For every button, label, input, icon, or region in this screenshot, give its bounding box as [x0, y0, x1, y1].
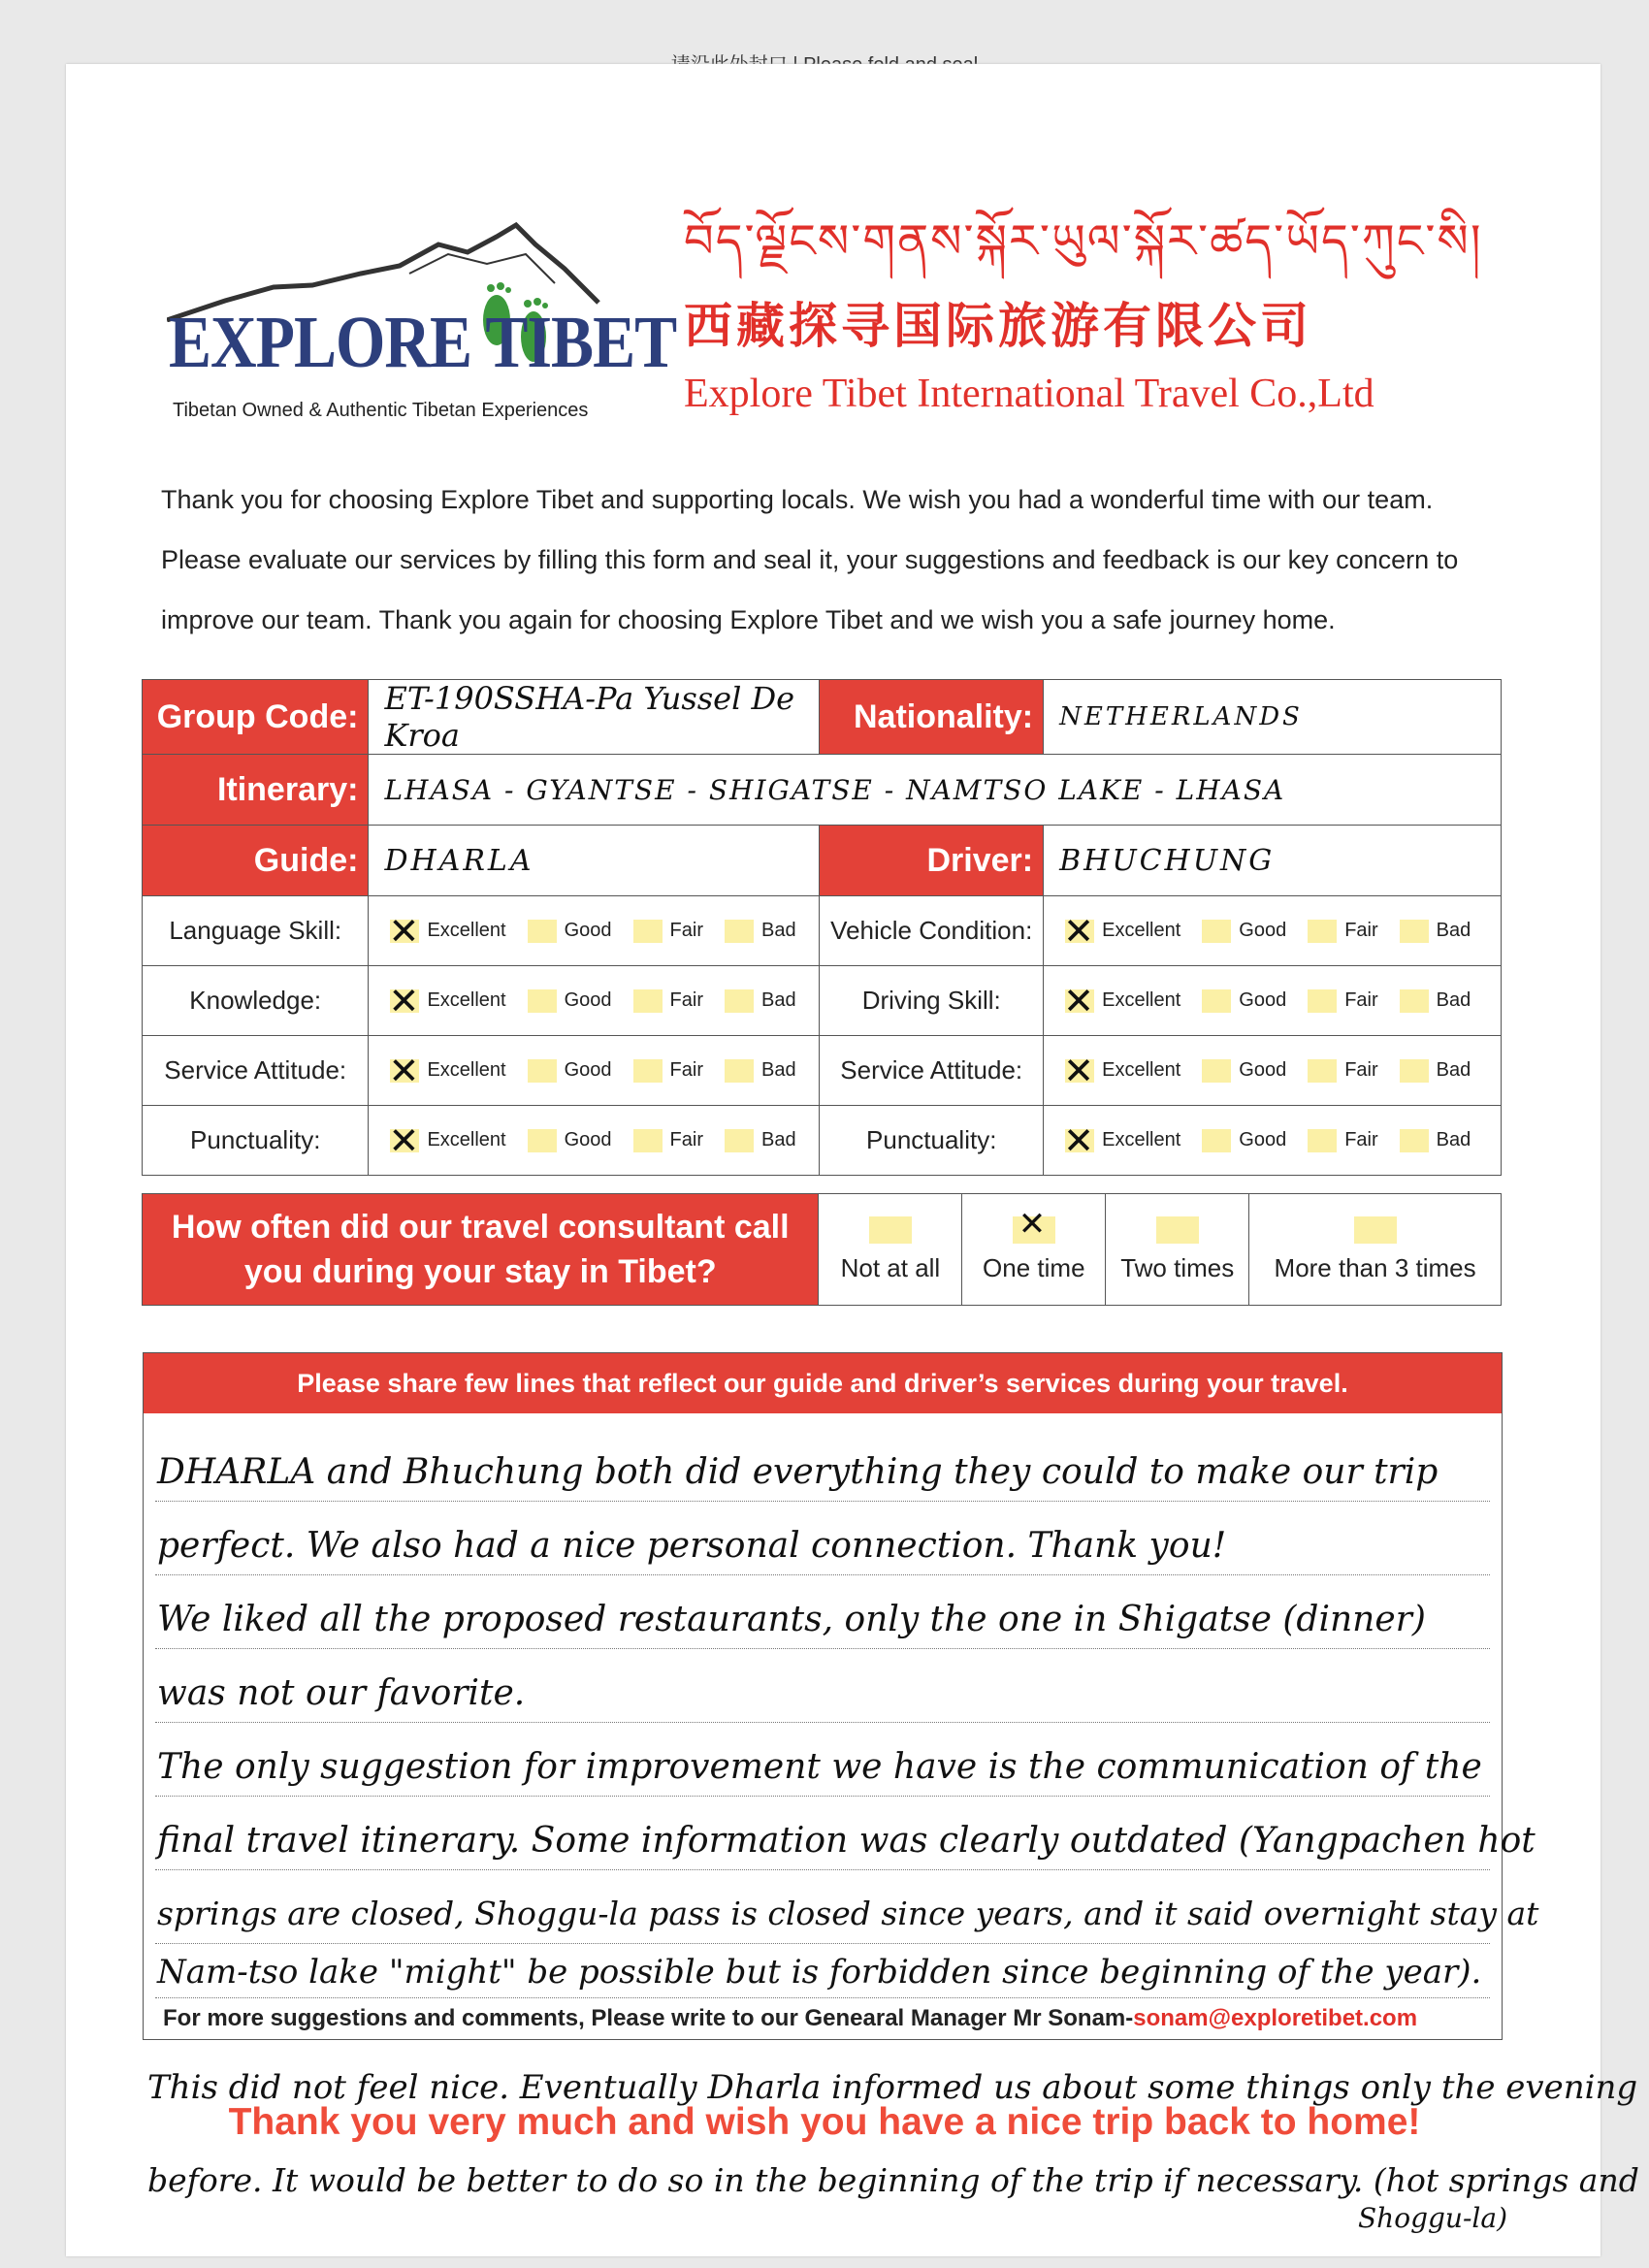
- checkbox[interactable]: [1156, 1216, 1199, 1244]
- checkbox-fair[interactable]: [1308, 920, 1337, 943]
- email-link[interactable]: sonam@exploretibet.com: [1133, 2005, 1418, 2031]
- checkbox-good[interactable]: [1202, 989, 1231, 1013]
- call-option-not-at-all[interactable]: [819, 1194, 962, 1306]
- feedback-line[interactable]: Nam-tso lake "might" be possible but is forbidden since beginning of the year).: [157, 1953, 1482, 1992]
- itinerary-value[interactable]: LHASA - GYANTSE - SHIGATSE - NAMTSO LAKE - LHASA: [369, 755, 1502, 826]
- option-label: Excellent: [427, 1059, 506, 1081]
- checkbox-excellent[interactable]: [1065, 920, 1094, 943]
- option-label: Good: [1239, 989, 1287, 1011]
- checkbox-bad[interactable]: [725, 1059, 754, 1083]
- thank-you-message: Thank you very much and wish you have a nice trip back to home!: [228, 2101, 1421, 2143]
- feedback-line[interactable]: was not our favorite.: [157, 1673, 526, 1713]
- call-option-more-than-3[interactable]: [1249, 1194, 1502, 1306]
- ruled-line: [155, 1796, 1490, 1797]
- option-label: Good: [1239, 1129, 1287, 1150]
- checkbox-bad[interactable]: [1400, 1129, 1429, 1152]
- guide-value[interactable]: DHARLA: [369, 826, 820, 896]
- checkbox-fair[interactable]: [1308, 1129, 1337, 1152]
- ruled-line: [155, 1943, 1490, 1944]
- option-label: Excellent: [1102, 1129, 1181, 1150]
- option-label: Good: [1239, 1059, 1287, 1081]
- ruled-line: [155, 1997, 1490, 1998]
- itinerary-label: Itinerary:: [143, 755, 369, 826]
- intro-line: improve our team. Thank you again for choosing Explore Tibet and we wish you a safe journey home.: [161, 605, 1336, 634]
- feedback-line[interactable]: final travel itinerary. Some information was clearly outdated (Yangpachen hot: [157, 1821, 1536, 1861]
- call-frequency-table: [142, 1193, 1502, 1306]
- option-label: Good: [1239, 920, 1287, 941]
- feedback-line[interactable]: perfect. We also had a nice personal connection. Thank you!: [157, 1526, 1227, 1566]
- checkbox-bad[interactable]: [1400, 920, 1429, 943]
- option-label: Excellent: [427, 1129, 506, 1150]
- call-option-two-times[interactable]: [1106, 1194, 1249, 1306]
- feedback-section: [143, 1352, 1539, 2040]
- question-line: you during your stay in Tibet?: [243, 1253, 717, 1290]
- option-label: Good: [564, 1059, 612, 1081]
- option-label: Excellent: [1102, 1059, 1181, 1081]
- nationality-label: Nationality:: [820, 680, 1044, 755]
- logo-title: EXPLORE TIBET: [169, 302, 677, 384]
- checkbox-excellent[interactable]: [390, 989, 419, 1013]
- intro-line: Thank you for choosing Explore Tibet and supporting locals. We wish you had a wonderful time with our team.: [161, 485, 1434, 514]
- knowledge-rating: [369, 989, 819, 1013]
- checkbox-good[interactable]: [528, 989, 557, 1013]
- evaluation-table: [142, 679, 1502, 1176]
- driver-service-attitude-rating: [1044, 1059, 1501, 1083]
- option-label: Fair: [1344, 920, 1378, 941]
- guide-label: Guide:: [143, 826, 369, 896]
- option-label: One time: [983, 1252, 1085, 1282]
- feedback-header: Please share few lines that reflect our guide and driver’s services during your travel.: [144, 1353, 1502, 1413]
- option-label: Bad: [1436, 1129, 1471, 1150]
- intro-line: Please evaluate our services by filling this form and seal it, your suggestions and feedback is our key concern to: [161, 545, 1459, 574]
- intro-text: [161, 470, 1500, 650]
- option-label: Bad: [1436, 920, 1471, 941]
- checkbox-bad[interactable]: [1400, 1059, 1429, 1083]
- checkbox-excellent[interactable]: [1065, 1059, 1094, 1083]
- checkbox-excellent[interactable]: [1065, 989, 1094, 1013]
- checkbox-bad[interactable]: [1400, 989, 1429, 1013]
- option-label: Excellent: [1102, 989, 1181, 1011]
- driving-skill-rating: [1044, 989, 1501, 1013]
- checkbox-fair[interactable]: [633, 920, 663, 943]
- feedback-line[interactable]: springs are closed, Shoggu-la pass is closed since years, and it said overnight stay at: [157, 1895, 1539, 1932]
- group-code-label: Group Code:: [143, 680, 369, 755]
- checkbox-bad[interactable]: [725, 1129, 754, 1152]
- option-label: Fair: [669, 920, 703, 941]
- footer-text: For more suggestions and comments, Please write to our Genearal Manager Mr Sonam-: [163, 2005, 1134, 2031]
- option-label: Fair: [1344, 989, 1378, 1011]
- checkbox-bad[interactable]: [725, 920, 754, 943]
- option-label: Excellent: [1102, 920, 1181, 941]
- checkbox[interactable]: [1013, 1216, 1055, 1244]
- option-label: Bad: [1436, 1059, 1471, 1081]
- checkbox-good[interactable]: [528, 1059, 557, 1083]
- ruled-line: [155, 1574, 1490, 1575]
- checkbox-fair[interactable]: [633, 989, 663, 1013]
- feedback-line[interactable]: We liked all the proposed restaurants, only the one in Shigatse (dinner): [157, 1600, 1426, 1639]
- nationality-value[interactable]: NETHERLANDS: [1044, 680, 1502, 755]
- option-label: Two times: [1120, 1252, 1235, 1282]
- chinese-company-name: 西藏探寻国际旅游有限公司: [684, 297, 1312, 354]
- option-label: Bad: [761, 1129, 796, 1150]
- feedback-line[interactable]: DHARLA and Bhuchung both did everything they could to make our trip: [157, 1452, 1439, 1492]
- option-label: Fair: [669, 1129, 703, 1150]
- checkbox-good[interactable]: [1202, 920, 1231, 943]
- option-label: Fair: [669, 1059, 703, 1081]
- checkbox-excellent[interactable]: [390, 920, 419, 943]
- guide-punctuality-rating: [369, 1129, 819, 1152]
- feedback-line[interactable]: The only suggestion for improvement we have is the communication of the: [157, 1747, 1482, 1787]
- checkbox-fair[interactable]: [633, 1059, 663, 1083]
- checkbox-good[interactable]: [528, 920, 557, 943]
- checkbox-good[interactable]: [1202, 1059, 1231, 1083]
- english-company-name: Explore Tibet International Travel Co.,Ltd: [684, 372, 1374, 416]
- guide-service-attitude-rating: [369, 1059, 819, 1083]
- option-label: Good: [564, 989, 612, 1011]
- handwritten-continuation: This did not feel nice. Eventually Dharla informed us about some things only the evening: [147, 2068, 1638, 2107]
- tibetan-company-name: བོད་ལྗོངས་གནས་སྐོར་ཡུལ་སྐོར་ཚད་ཡོད་ཀུང་སི།: [684, 214, 1483, 269]
- option-label: Bad: [761, 989, 796, 1011]
- option-label: Excellent: [427, 920, 506, 941]
- guide-punctuality-label: Punctuality:: [143, 1106, 369, 1176]
- language-skill-rating: [369, 920, 819, 943]
- checkbox-fair[interactable]: [1308, 1059, 1337, 1083]
- call-option-one-time[interactable]: [962, 1194, 1106, 1306]
- call-frequency-question: [143, 1194, 819, 1306]
- driver-service-attitude-label: Service Attitude:: [820, 1036, 1044, 1106]
- guide-service-attitude-label: Service Attitude:: [143, 1036, 369, 1106]
- vehicle-condition-label: Vehicle Condition:: [820, 896, 1044, 966]
- checkbox[interactable]: [1354, 1216, 1397, 1244]
- group-code-value[interactable]: ET-190SSHA-Pa Yussel De Kroa: [369, 680, 820, 755]
- option-label: Fair: [669, 989, 703, 1011]
- checkbox-excellent[interactable]: [390, 1129, 419, 1152]
- checkbox-excellent[interactable]: [390, 1059, 419, 1083]
- option-label: Excellent: [427, 989, 506, 1011]
- logo-tagline: Tibetan Owned & Authentic Tibetan Experiences: [173, 400, 589, 421]
- checkbox-fair[interactable]: [1308, 989, 1337, 1013]
- checkbox-bad[interactable]: [725, 989, 754, 1013]
- option-label: Fair: [1344, 1059, 1378, 1081]
- vehicle-condition-rating: [1044, 920, 1501, 943]
- driver-value[interactable]: BHUCHUNG: [1044, 826, 1502, 896]
- driver-punctuality-label: Punctuality:: [820, 1106, 1044, 1176]
- checkbox[interactable]: [869, 1216, 912, 1244]
- option-label: Bad: [1436, 989, 1471, 1011]
- knowledge-label: Knowledge:: [143, 966, 369, 1036]
- ruled-line: [155, 1501, 1490, 1502]
- driver-label: Driver:: [820, 826, 1044, 896]
- ruled-line: [155, 1722, 1490, 1723]
- driving-skill-label: Driving Skill:: [820, 966, 1044, 1036]
- handwritten-continuation: Shoggu-la): [1358, 2202, 1507, 2234]
- language-skill-label: Language Skill:: [143, 896, 369, 966]
- checkbox-good[interactable]: [1202, 1129, 1231, 1152]
- footer-contact: [163, 2005, 1417, 2032]
- option-label: Good: [564, 920, 612, 941]
- ruled-line: [155, 1648, 1490, 1649]
- option-label: Not at all: [840, 1252, 941, 1282]
- option-label: Good: [564, 1129, 612, 1150]
- option-label: Fair: [1344, 1129, 1378, 1150]
- checkbox-fair[interactable]: [633, 1129, 663, 1152]
- question-line: How often did our travel consultant call: [171, 1209, 790, 1246]
- option-label: More than 3 times: [1274, 1252, 1476, 1282]
- checkbox-good[interactable]: [528, 1129, 557, 1152]
- handwritten-continuation: before. It would be better to do so in the beginning of the trip if necessary. (hot springs and: [147, 2161, 1639, 2199]
- option-label: Bad: [761, 920, 796, 941]
- option-label: Bad: [761, 1059, 796, 1081]
- driver-punctuality-rating: [1044, 1129, 1501, 1152]
- ruled-line: [155, 1869, 1490, 1870]
- checkbox-excellent[interactable]: [1065, 1129, 1094, 1152]
